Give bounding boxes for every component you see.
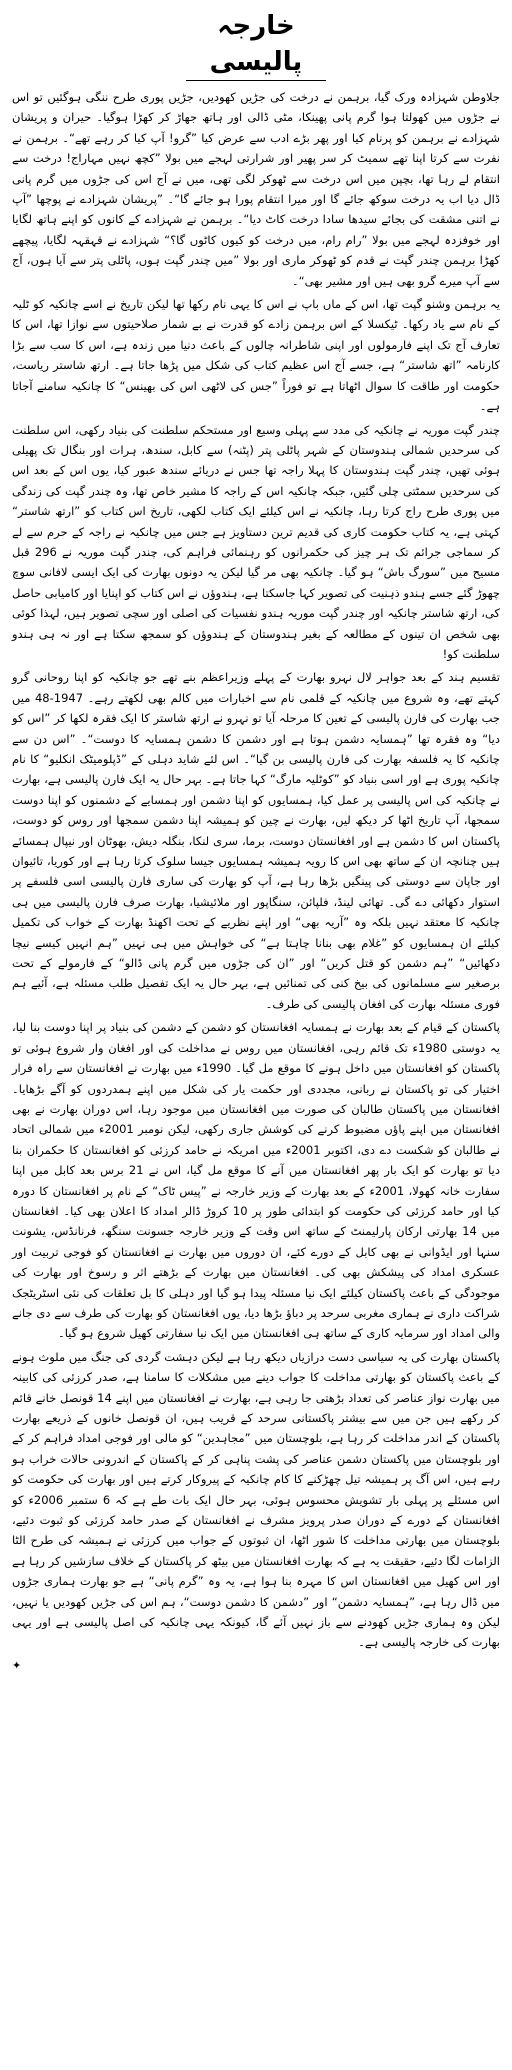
paragraph-3: چندر گپت موریہ نے چانکیہ کی مدد سے پہلی وسیع اور مستحکم سلطنت کی بنیاد رکھی، اس سلطنت کی سرحدیں شمالی ہندوستان کے شہر پاٹلی پتر (پٹنہ) سے کابل، سندھ، ہرات اور بنگال تک پھیلی ہوئی تھیں، چندر گپت ہندوستان کا پہلا راجہ تھا جس نے دریائے سندھ عبور کیا، یوں اس کے بعد اس کی سرحدیں سمٹتی چلی گئیں، جبکہ چانکیہ اس کے راجہ کا مشیر خاص تھا، وہ چندر گپت کی زندگی میں پوری طرح راج کرتا رہا، چانکیہ نے اس کیلئے ایک کتاب لکھی، تاریخ اس کتاب کو ”ارتھ شاستر“ کہتی ہے، یہ کتاب حکومت کاری کی قدیم ترین دستاویز ہے جس میں چانکیہ نے راجہ کے حرم سے لے کر سماجی جرائم تک ہر چیز کی حکمرانوں کو رہنمائی فراہم کی، چندر گپت موریہ نے 296 قبل مسیح میں ”سورگ باش“ ہو گیا۔ چانکیہ بھی مر گیا لیکن یہ دونوں بھارت کی ایک ایسی لافانی سوچ چھوڑ گئے جسے ہندو ذہنیت کی تصویر کہا جاسکتا ہے، ہندوؤں نے اس کتاب کو اپنایا اور کامیابی حاصل کی، ارتھ شاستر چانکیہ اور چندر گپت موریہ ہندو نفسیات کی اصلی اور سچی تصویر ہیں، لہذا کوئی بھی شخص ان تینوں کے مطالعہ کے بغیر ہندوستان کے ہندوؤں کو سمجھ سکتا ہے اور نہ ہی ہندو سلطنت کو! (12, 422, 500, 661)
paragraph-1: جلاوطن شہزادہ ورک گیا، برہمن نے درخت کی جڑیں کھودیں، جڑیں پوری طرح ننگی ہوگئیں تو اس نے جڑوں میں کھولتا ہوا گرم پانی پھینکا، مٹی ڈالی اور ہاتھ جھاڑ کر کھڑا ہوگیا۔ حیران و پریشان شہزادے نے برہمن کو پرنام کیا اور پھر بڑے ادب سے عرض کیا ”گرو! آپ کیا کر رہے تھے“۔ برہمن نے نفرت سے کرتا اپنا تھے سمیٹ کر سر پھیر اور شرارتی لہجے میں بولا ”کچھ نہیں مہاراج! درخت سے انتقام لے رہا تھا، بچپن میں اس درخت سے ٹھوکر لگی تھی، میں نے آج اس کی جڑوں میں گرم پانی ڈال دیا اب یہ درخت سوکھ جائے گا اور میرا انتقام پورا ہو جائے گا“۔ ”پریشان شہزادے نے پوچھا ”آپ نے اتنی مشقت کی بجائے سیدھا سادا درخت کاٹ دیا“۔ برہمن نے شہزادے کے کانوں کو اپنے ہاتھ لگایا اور خوفزدہ لہجے میں بولا ”رام رام، میں درخت کو کیوں کاٹوں گا؟“ شہزادے نے قہقہہ لگایا، پیچھے کھڑا برہمن چندر گپت نے قدم کو ٹھوکر ماری اور بولا ”میں چندر گپت ہوں، پاٹلی پتر سے آیا ہوں، آج سے آپ میرے گرو بھی ہیں اور مشیر بھی“۔ (12, 90, 500, 288)
paragraph-2: یہ برہمن وشنو گپت تھا، اس کے ماں باپ نے اس کا یہی نام رکھا تھا لیکن تاریخ نے اسے چانکیہ کو ٹلیہ کے نام سے یاد رکھا۔ ٹیکسلا کے اس برہمن زادے کو قدرت نے بے شمار صلاحیتوں سے نوازا تھا، اس کا تعارف آج تک اپنے فارمولوں اور اپنی شاطرانہ چالوں کے باعث دنیا میں زندہ ہے، اس کا سب سے بڑا کارنامہ ”اتھ شاستر“ ہے، جسے آج اس عظیم کتاب کی شکل میں پڑھا جاتا ہے۔ ارتھ شاستر ریاست، حکومت اور طاقت کا سوال اٹھاتا ہے تو فوراً ”جس کی لاٹھی اس کی بھینس“ کا چانکیہ سامنے آجاتا ہے۔ (12, 297, 500, 414)
paragraph-6: پاکستان بھارت کی یہ سیاسی دست درازیاں دیکھ رہا ہے لیکن دہشت گردی کی جنگ میں ملوث ہونے کے باعث پاکستان کو بھارتی مداخلت کا جواب دینے میں مشکلات کا سامنا ہے، صدر کرزئی کی کابینہ میں بھارت نواز عناصر کی تعداد بڑھتی جا رہی ہے، بھارت نے افغانستان میں اپنے 14 قونصل خانے قائم کر رکھے ہیں جن میں سے بیشتر پاکستانی سرحد کے قریب ہیں، ان قونصل خانوں کے ذریعے بھارت پاکستان کے اندر مداخلت کر رہا ہے، بلوچستان میں ”مجاہدین“ کو مالی اور فوجی امداد فراہم کر کے اور بلوچستان میں پاکستان دشمن عناصر کی پشت پناہی کر کے پاکستان کے اندرونی حالات خراب ہو رہے ہیں، اس آگ پر ہمیشہ تیل چھڑکنے کا کام چانکیہ کے پیروکار کرتے ہیں اور بھارت کی حکومت کو اس مسئلے پر پہلی بار تشویش محسوس ہوئی، بہر حال ایک بات طے ہے کہ 6 ستمبر 2006ء کو افغانستان کے دورے کے دوران صدر پرویز مشرف نے افغانستان کے صدر حامد کرزئی کو ثبوت دئیے، بلوچستان میں بھارتی مداخلت کا شور اٹھا، ان ثبوتوں کے جواب میں کرزئی نے ہمیشہ کی طرح الٹا الزامات لگا دئیے، حقیقت یہ ہے کہ بھارت افغانستان میں بیٹھ کر پاکستان کے خلاف سازشیں کر رہا ہے اور اس کھیل میں افغانستان اس کا مہرہ بنا ہوا ہے، یہ وہ ”گرم پانی“ ہے جو بھارت ہماری جڑوں میں ڈال رہا ہے، ”ہمسایہ دشمن“ اور ”دشمن کا دشمن دوست“، ہم اس کی جڑیں کھودیں یا نہیں، لیکن وہ ہماری جڑیں کھودنے سے باز نہیں آئے گا، کیونکہ یہی چانکیہ کی اصل پالیسی ہے اور یہی بھارت کی خارجہ پالیسی ہے۔ (12, 1349, 500, 1650)
end-mark: ✦ (12, 1658, 22, 1672)
paragraph-5: پاکستان کے قیام کے بعد بھارت نے ہمسایہ افغانستان کو دشمن کے دشمن کی بنیاد پر اپنا دوست بنا لیا، یہ دوستی 1980ء تک قائم رہی، افغانستان میں روس نے مداخلت کی اور افغان وار شروع ہوئی تو پاکستان کو افغانستان میں داخل ہونے کا موقع مل گیا۔ 1990ء میں بھارت نے افغانستان سے راہ فرار اختیار کی تو پاکستان نے ربانی، مجددی اور حکمت یار کی شکل میں اپنے ہمدردوں کو آگے بڑھایا۔ افغانستان میں پاکستان طالبان کی صورت میں افغانستان میں موجود رہا، اس دوران بھارت نے بھی افغانستان میں اپنے پاؤں مضبوط کرنے کی کوشش جاری رکھی، لیکن نومبر 2001ء میں شمالی اتحاد نے طالبان کو شکست دے دی، اکتوبر 2001ء میں امریکہ نے حامد کرزئی کو افغانستان کا حکمران بنا دیا تو بھارت کو ایک بار پھر افغانستان میں آنے کا موقع مل گیا، اس نے 21 برس بعد کابل میں اپنا سفارت خانہ کھولا، 2001ء کے بعد بھارت کے وزیر خارجہ نے ”پیس ٹاک“ کے نام پر افغانستان کا دورہ کیا اور حامد کرزئی کی حکومت کو ابتدائی طور پر 10 کروڑ ڈالر امداد کا اعلان بھی کیا۔ افغانستان میں 14 بھارتی ارکان پارلیمنٹ کے ساتھ اس وقت کے وزیر خارجہ جسونت سنگھ، فرنانڈس، یشونت سنہا اور ایڈوانی نے بھی کابل کے دورے کئے، ان دوروں میں بھارت نے افغانستان کو فوجی تربیت اور عسکری امداد کی پیشکش بھی کی۔ افغانستان میں بھارت کے بڑھتے اثر و رسوخ اور بھارت کی موجودگی کے باعث پاکستان کیلئے ایک نیا مسئلہ پیدا ہو گیا اور دہلی کا بل تعلقات کی نئی اسٹریٹجک شراکت داری نے ہماری مغربی سرحد پر دباؤ بڑھا دیا، یوں افغانستان کو بھارت کی طرف سے دی جانے والی امداد اور سرمایہ کاری کے ساتھ ہی افغانستان میں ایک نیا سفارتی کھیل شروع ہو گیا۔ (12, 1020, 501, 1341)
article-title: خارجہ پالیسی (186, 8, 326, 81)
paragraph-4: تقسیم ہند کے بعد جواہر لال نہرو بھارت کے پہلے وزیراعظم بنے تھے جو چانکیہ کو اپنا روحانی گرو کہتے تھے، وہ شروع میں چانکیہ کے قلمی نام سے اخبارات میں کالم بھی لکھتے رہے۔ 1947-48 میں جب بھارت کی فارن پالیسی کے تعین کا مرحلہ آیا تو نہرو نے ارتھ شاستر کا ایک فقرہ لکھا کر ”اس کو دیا“ وہ فقرہ تھا ”ہمسایہ دشمن ہوتا ہے اور دشمن کا دشمن ہمسایہ کا دوست“۔ ”اس دن سے چانکیہ کا یہ فلسفہ بھارت کی فارن پالیسی بن گیا“۔ اس لئے شاید دہلی کے ”ڈپلومیٹک انکلیو“ کا نام چانکیہ پوری ہے اور اسی بنیاد کو ”کوٹلیہ مارگ“ کہا جاتا ہے۔ بہر حال یہ ایک فارن پالیسی ہے، بھارت نے چانکیہ کی اس پالیسی پر عمل کیا، ہمسایوں کو اپنا دشمن اور ہمسایے کے دشمنوں کو اپنا دوست سمجھا، آپ تاریخ اٹھا کر دیکھ لیں، بھارت نے چین کو ہمیشہ اپنا دشمن سمجھا اور روس کو دوست، پاکستان اس کا دشمن ہے اور افغانستان دوست، برما، سری لنکا، بنگلہ دیش، بھوٹان اور نیپال ہمسائے ہیں چنانچہ ان کے ساتھ بھی اس کا رویہ ہمیشہ ہمسایوں جیسا سلوک کرتا رہا ہے اور کوریا، تائیوان اور جاپان سے دوستی کی پینگیں بڑھا رہا ہے، آپ کو بھارت کی ساری فارن پالیسی اسی فلسفے پر استوار دکھائی دے گی۔ تھائی لینڈ، فلپائن، سنگاپور اور ملائیشیا، بھارت صرف فارن پالیسی میں ہی چانکیہ کا معتقد نہیں بلکہ وہ ”آریہ بھی“ اور اپنے نظریے کے تحت اکھنڈ بھارت کے خواب کی تکمیل کیلئے ان ہمسایوں کو ”غلام بھی بنانا چاہتا ہے“ کی خواہش میں ہی نہیں ”ہم انہیں کیسے نیچا دکھائیں“ ”ہم دشمن کو قتل کریں“ اور ”ان کی جڑوں میں گرم پانی ڈالو“ کے فارمولے کے تحت برصغیر سے مسلمانوں کی بیخ کنی کی تمنائیں ہے، بہر حال یہ ایک تفصیل طلب مسئلہ ہے، آئیے ہم فوری مسئلہ بھارت کی افغان پالیسی کی طرف۔ (12, 670, 500, 1011)
